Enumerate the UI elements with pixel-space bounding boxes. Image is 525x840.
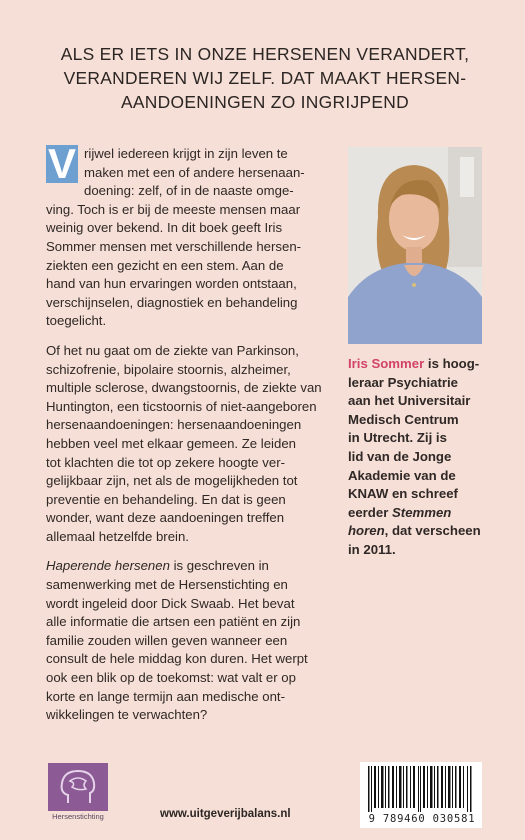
text-line: Akademie van de bbox=[348, 467, 456, 483]
text-line: ziekten een gezicht en een stem. Aan de bbox=[46, 257, 284, 273]
text-line: multiple sclerose, dwangstoornis, de ziekte van bbox=[46, 380, 322, 396]
text-line: Medisch Centrum bbox=[348, 411, 459, 427]
text-line: Of het nu gaat om de ziekte van Parkinson, bbox=[46, 342, 299, 358]
text-line: Iris Sommer is hoog- bbox=[348, 356, 480, 371]
hersenstichting-logo bbox=[48, 763, 108, 811]
text-line: allemaal hetzelfde brein. bbox=[46, 528, 189, 544]
isbn-number: 9 789460 030581 bbox=[368, 813, 476, 825]
text-line: in 2011. bbox=[348, 541, 396, 557]
logo-label: Hersenstichting bbox=[52, 812, 104, 821]
text-line: weinig over bekend. In dit boek geeft Iris bbox=[46, 220, 283, 236]
text-line: leraar Psychiatrie bbox=[348, 374, 458, 390]
text-line: maken met een of andere hersenaan- bbox=[84, 164, 305, 180]
text-line: horen, dat verscheen bbox=[348, 523, 481, 539]
text-line: KNAW en schreef bbox=[348, 486, 458, 502]
text-line: consult de hele middag kon duren. Het werpt bbox=[46, 651, 308, 667]
author-name: Iris Sommer bbox=[348, 356, 425, 371]
text-line: doening: zelf, of in de naaste omge- bbox=[84, 183, 294, 199]
text-line: schizofrenie, bipolaire stoornis, alzheimer, bbox=[46, 361, 291, 377]
text-line: lid van de Jonge bbox=[348, 448, 452, 464]
headline-line: ALS ER IETS IN ONZE HERSENEN VERANDERT, bbox=[60, 44, 470, 64]
text-line: korte en lange termijn aan medische ont- bbox=[46, 688, 285, 704]
text-line: samenwerking met de Hersenstichting en bbox=[46, 577, 288, 593]
author-bio bbox=[348, 355, 488, 560]
drop-cap: V bbox=[47, 140, 76, 187]
text-line: Haperende hersenen is geschreven in bbox=[46, 558, 269, 574]
text-line: Sommer mensen met verschillende hersen- bbox=[46, 238, 302, 254]
blurb-paragraph-2 bbox=[46, 342, 326, 547]
prior-book-title: Stemmen bbox=[392, 504, 452, 520]
text-line: ving. Toch is er bij de meeste mensen maar bbox=[46, 201, 301, 217]
back-cover-headline bbox=[40, 42, 490, 114]
text-line: tot klachten die tot op zekere hoogte ver- bbox=[46, 454, 285, 470]
text-line: wordt ingeleid door Dick Swaab. Het bevat bbox=[46, 595, 295, 611]
blurb-text bbox=[46, 140, 326, 736]
blurb-paragraph-1 bbox=[46, 140, 326, 331]
text-line: in Utrecht. Zij is bbox=[348, 430, 447, 446]
author-portrait-illustration bbox=[348, 147, 482, 344]
text-line: hand van hun ervaringen worden ontstaan, bbox=[46, 276, 297, 292]
text-line: rijwel iedereen krijgt in zijn leven te bbox=[84, 146, 288, 161]
text-line: hersenaandoeningen: hersenaandoeningen bbox=[46, 417, 302, 433]
book-title: Haperende hersenen bbox=[46, 558, 170, 574]
headline-line: VERANDEREN WIJ ZELF. DAT MAAKT HERSEN- bbox=[63, 68, 467, 88]
text-line: wikkelingen te verwachten? bbox=[46, 707, 208, 723]
text-line: ook een blik op de toekomst: wat valt er op bbox=[46, 670, 296, 686]
text-line: preventie en behandeling. En dat is geen bbox=[46, 491, 286, 507]
author-photo bbox=[348, 147, 482, 344]
barcode-bars bbox=[364, 766, 478, 812]
headline-line: AANDOENINGEN ZO INGRIJPEND bbox=[120, 92, 409, 112]
text-line: familie zouden willen geven wanneer een bbox=[46, 632, 288, 648]
text-line: verschijnselen, diagnostiek en behandeling bbox=[46, 294, 298, 310]
text-line: aan het Universitair bbox=[348, 393, 471, 409]
text-line: hebben veel met elkaar gemeen. Ze leiden bbox=[46, 435, 296, 451]
text-line: alle informatie die artsen een patiënt en zijn bbox=[46, 614, 301, 630]
text-line: Huntington, een ticstoornis of niet-aangeboren bbox=[46, 398, 317, 414]
prior-book-title: horen bbox=[348, 523, 385, 539]
text-line: gelijkbaar zijn, net als de mogelijkheden tot bbox=[46, 473, 298, 489]
text-line: toegelicht. bbox=[46, 313, 107, 329]
text-line: eerder Stemmen bbox=[348, 504, 452, 520]
brain-head-icon bbox=[48, 763, 108, 811]
blurb-paragraph-3 bbox=[46, 557, 326, 724]
publisher-url: www.uitgeverijbalans.nl bbox=[160, 808, 291, 820]
text-line: wonder, want deze aandoeningen treffen bbox=[46, 510, 285, 526]
